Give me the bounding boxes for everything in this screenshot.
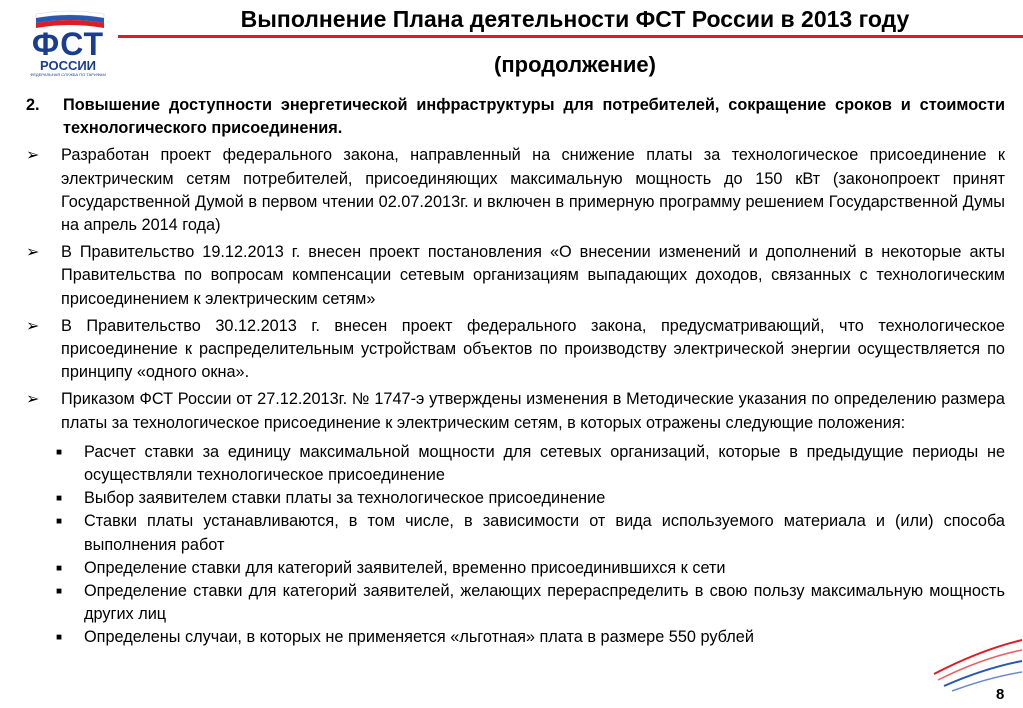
list-item [26,388,1005,434]
list-item-text: Разработан проект федерального закона, направленный на снижение платы за технологическое присоединение к электрическим сетям потребителей, присоединяющих максимальную мощность до 150 кВт (законопроект принят Государственной Думой в первом чтении 02.07.2013г. и включен в примерную программу решением Государственной Думы на апрель 2014 года) [61,146,1005,235]
header-divider [118,35,1023,38]
square-bullet-icon: ■ [56,586,63,598]
sub-bullet-text: Определение ставки для категорий заявителей, временно присоединившихся к сети [84,558,726,577]
sub-bullet-text: Ставки платы устанавливаются, в том числе, в зависимости от вида используемого материала и (или) способа выполнения работ [84,512,1005,554]
list-item-text: Приказом ФСТ России от 27.12.2013г. № 1747-э утверждены изменения в Методические указания по определению размера платы за технологическое присоединение к электрическим сетям, в которых отражены следующие положения: [61,390,1005,432]
page-title: Выполнение Плана деятельности ФСТ России в 2013 году [240,6,910,32]
list-item [26,241,1005,311]
list-item [26,144,1005,237]
section-heading-text: Повышение доступности энергетической инфраструктуры для потребителей, сокращение сроков и стоимости технологического присоединения. [63,96,1005,138]
logo-subtitle: РОССИИ [39,58,97,73]
list-item-text: В Правительство 19.12.2013 г. внесен проект постановления «О внесении изменений и дополнений в некоторые акты Правительства по вопросам компенсации сетевым организациям выпадающих доходов, связанных с технологическим присоединением к электрическим сетям» [61,243,1005,308]
sub-bullet-text: Расчет ставки за единицу максимальной мощности для сетевых организаций, которые в предыдущие периоды не осуществляли технологическое присоединение [84,442,1005,485]
sub-bullet-text: Определены случаи, в которых не применяется «льготная» плата в размере 550 рублей [84,628,754,647]
square-bullet-icon: ■ [56,516,63,528]
square-bullet-icon: ■ [56,632,63,644]
square-bullet-icon: ■ [56,446,63,458]
square-bullet-icon: ■ [56,493,63,505]
arrow-bullet-icon: ➢ [26,317,40,335]
arrow-bullet-icon: ➢ [26,244,40,262]
list-item [26,315,1005,385]
slide-content [26,94,1005,650]
section-number: 2. [26,96,40,114]
fst-logo [14,8,122,78]
sub-bullet-item [26,510,1005,556]
logo-tagline: ФЕДЕРАЛЬНАЯ СЛУЖБА ПО ТАРИФАМ [30,72,106,77]
page-subtitle: (продолжение) [494,52,656,77]
sub-bullet-item [26,580,1005,626]
decorative-swoosh-icon [930,628,1023,694]
sub-bullet-list [26,441,1005,650]
section-heading [26,94,1005,140]
sub-bullet-text: Выбор заявителем ставки платы за технологическое присоединение [84,489,606,508]
sub-bullet-item [26,441,1005,487]
sub-bullet-text: Определение ставки для категорий заявителей, желающих перераспределить в свою пользу максимальную мощность других лиц [84,582,1005,624]
square-bullet-icon: ■ [56,562,63,574]
list-item-text: В Правительство 30.12.2013 г. внесен проект федерального закона, предусматривающий, что технологическое присоединение к распределительным устройствам объектов по производству электрической энергии осуществляется по принципу «одного окна». [61,316,1005,382]
arrow-bullet-icon: ➢ [26,391,40,409]
sub-bullet-item [26,626,1005,649]
logo-text: ФСТ [31,26,105,62]
sub-bullet-item [26,487,1005,510]
arrow-bullet-icon: ➢ [26,147,40,165]
page-number: 8 [996,686,1005,703]
sub-bullet-item [26,557,1005,580]
